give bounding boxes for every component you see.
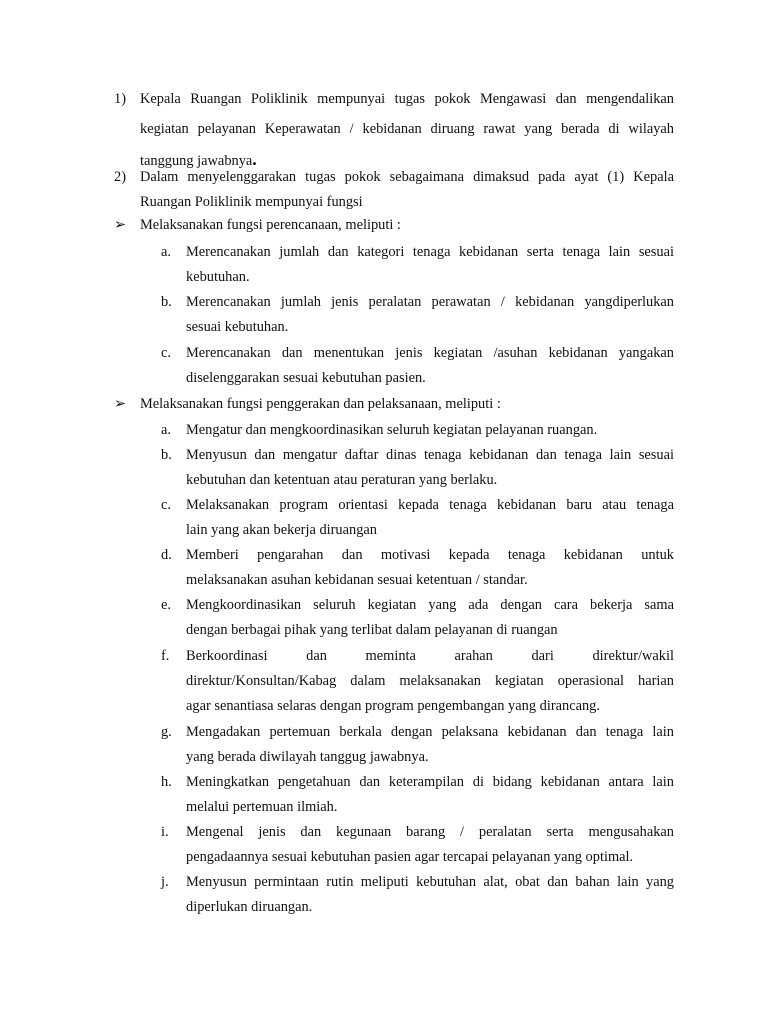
arrowhead-right-icon: ➢ [114,217,127,233]
text-line [140,84,674,114]
sub-item-letter: g. [161,724,172,740]
item-text [140,165,674,215]
text-line: Merencanakan dan menentukan jenis kegiatan /asuhan kebidanan yangakan [186,345,674,361]
sub-item-letter: j. [161,874,169,890]
sub-item-letter: e. [161,597,171,613]
item-number: 2) [114,169,126,185]
text-line: pengadaannya sesuai kebutuhan pasien agar tercapai pelayanan yang optimal. [186,849,634,865]
text-line: Menyusun dan mengatur daftar dinas tenaga kebidanan dan tenaga lain sesuai [186,447,674,463]
section-title: Melaksanakan fungsi perencanaan, meliputi : [140,217,401,233]
text-line: diperlukan diruangan. [186,899,313,915]
text-line: Mengatur dan mengkoordinasikan seluruh kegiatan pelayanan ruangan. [186,422,598,438]
sub-item-letter: i. [161,824,169,840]
sub-item-letter: b. [161,294,172,310]
text-line: Meningkatkan pengetahuan dan keterampilan di bidang kebidanan antara lain [186,774,674,790]
text-line: Menyusun permintaan rutin meliputi kebutuhan alat, obat dan bahan lain yang [186,874,674,890]
text-line: diselenggarakan sesuai kebutuhan pasien. [186,370,426,386]
text-line-content: kegiatan pelayanan Keperawatan / kebidanan diruang rawat yang berada di wilayah [140,121,674,137]
text-line: melalui pertemuan ilmiah. [186,799,338,815]
sub-item-text [186,341,674,391]
sub-item-letter: b. [161,447,172,463]
text-line-content: Ruangan Poliklinik mempunyai fungsi [140,194,363,210]
text-line: Berkoordinasi dan meminta arahan dari direktur/wakil [186,648,674,664]
end-mark: . [252,149,257,169]
sub-item-letter: c. [161,345,171,361]
text-line-content: Dalam menyelenggarakan tugas pokok sebagaimana dimaksud pada ayat (1) Kepala [140,169,674,185]
sub-item-text [186,820,674,870]
text-line: Memberi pengarahan dan motivasi kepada tenaga kebidanan untuk [186,547,674,563]
text-line: Mengadakan pertemuan berkala dengan pelaksana kebidanan dan tenaga lain [186,724,674,740]
sub-item-text [186,443,674,493]
text-line: Merencanakan jumlah jenis peralatan perawatan / kebidanan yangdiperlukan [186,294,674,310]
section-title: Melaksanakan fungsi penggerakan dan pelaksanaan, meliputi : [140,396,501,412]
sub-item-letter: f. [161,648,170,664]
sub-item-letter: d. [161,547,172,563]
sub-item-text [186,720,674,770]
text-line: lain yang akan bekerja diruangan [186,522,377,538]
text-line-content: Kepala Ruangan Poliklinik mempunyai tugas pokok Mengawasi dan mengendalikan [140,91,674,107]
text-line [140,165,674,190]
sub-item-letter: c. [161,497,171,513]
sub-item-text [186,240,674,290]
text-line-content: tanggung jawabnya [140,153,253,169]
text-line: agar senantiasa selaras dengan program pengembangan yang dirancang. [186,698,600,714]
sub-item-letter: a. [161,244,171,260]
text-line: melaksanakan asuhan kebidanan sesuai ketentuan / standar. [186,572,528,588]
text-line: sesuai kebutuhan. [186,319,289,335]
sub-item-text [186,644,674,719]
text-line: yang berada diwilayah tanggug jawabnya. [186,749,429,765]
text-line: kebutuhan. [186,269,250,285]
text-line: dengan berbagai pihak yang terlibat dalam pelayanan di ruangan [186,622,558,638]
sub-item-text [186,418,674,443]
sub-item-letter: a. [161,422,171,438]
sub-item-text [186,493,674,543]
sub-item-text [186,593,674,643]
sub-item-text [186,770,674,820]
sub-item-letter: h. [161,774,172,790]
text-line: Mengkoordinasikan seluruh kegiatan yang ada dengan cara bekerja sama [186,597,674,613]
text-line: Merencanakan jumlah dan kategori tenaga kebidanan serta tenaga lain sesuai [186,244,674,260]
text-line: Mengenal jenis dan kegunaan barang / peralatan serta mengusahakan [186,824,674,840]
text-line [140,114,674,144]
sub-item-text [186,290,674,340]
text-line [140,190,674,215]
item-number: 1) [114,91,126,107]
text-line: kebutuhan dan ketentuan atau peraturan yang berlaku. [186,472,498,488]
text-line: Melaksanakan program orientasi kepada tenaga kebidanan baru atau tenaga [186,497,674,513]
text-line: direktur/Konsultan/Kabag dalam melaksanakan kegiatan operasional harian [186,673,674,689]
sub-item-text [186,870,674,920]
item-text [140,84,674,174]
arrowhead-right-icon: ➢ [114,396,127,412]
sub-item-text [186,543,674,593]
